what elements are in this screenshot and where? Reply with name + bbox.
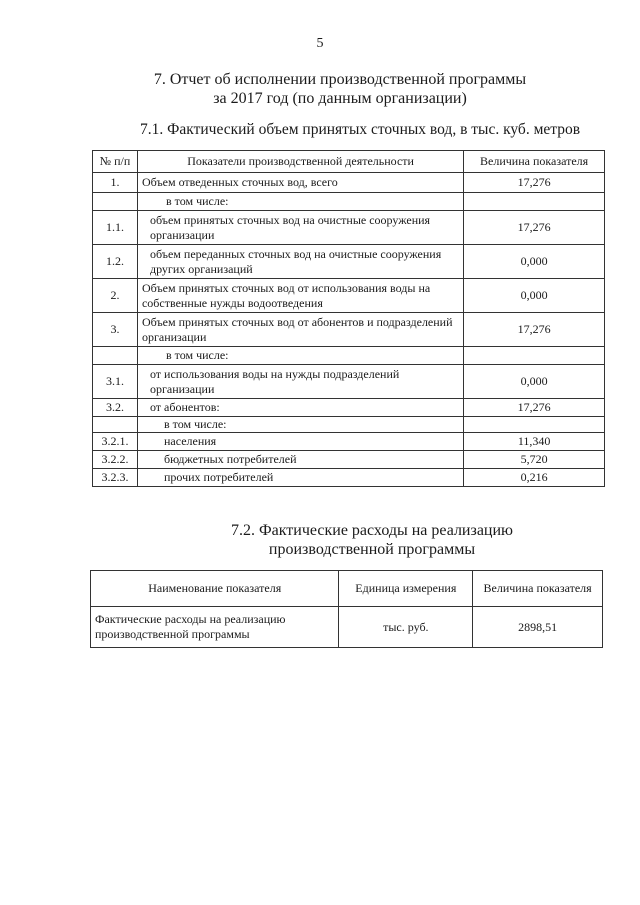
table-row — [93, 279, 605, 313]
expenses-table — [90, 570, 603, 648]
row-value: 17,276 — [464, 211, 605, 245]
table-header-row — [91, 571, 603, 607]
row-value: 17,276 — [464, 399, 605, 417]
row-value: 17,276 — [464, 173, 605, 193]
row-value: 0,000 — [464, 245, 605, 279]
row-number: 3.1. — [93, 365, 138, 399]
section-title-line2: за 2017 год (по данным организации) — [213, 90, 467, 107]
row-label: Объем принятых сточных вод от абонентов и подразделений организации — [137, 313, 463, 347]
table-row — [93, 193, 605, 211]
expense-value: 2898,51 — [473, 607, 603, 648]
row-value: 5,720 — [464, 451, 605, 469]
row-label: населения — [137, 433, 463, 451]
expense-unit: тыс. руб. — [339, 607, 473, 648]
header-name: Наименование показателя — [91, 571, 339, 607]
row-number: 3.2. — [93, 399, 138, 417]
header-number: № п/п — [93, 151, 138, 173]
wastewater-volume-table — [92, 150, 605, 487]
table-row — [91, 607, 603, 648]
row-value: 17,276 — [464, 313, 605, 347]
row-label: в том числе: — [137, 347, 463, 365]
table-row — [93, 469, 605, 487]
table-row — [93, 399, 605, 417]
row-number: 2. — [93, 279, 138, 313]
table-body — [93, 173, 605, 487]
row-label: от использования воды на нужды подразделений организации — [137, 365, 463, 399]
header-value: Величина показателя — [464, 151, 605, 173]
row-number: 1. — [93, 173, 138, 193]
row-label: прочих потребителей — [137, 469, 463, 487]
table-row — [93, 211, 605, 245]
header-indicator: Показатели производственной деятельности — [137, 151, 463, 173]
row-value — [464, 347, 605, 365]
page-number: 5 — [316, 36, 324, 51]
row-value: 11,340 — [464, 433, 605, 451]
row-number — [93, 347, 138, 365]
row-value: 0,000 — [464, 279, 605, 313]
section-title — [20, 70, 640, 108]
table-row — [93, 347, 605, 365]
table-row — [93, 365, 605, 399]
header-unit: Единица измерения — [339, 571, 473, 607]
row-label: Объем отведенных сточных вод, всего — [137, 173, 463, 193]
table-row — [93, 245, 605, 279]
row-label: бюджетных потребителей — [137, 451, 463, 469]
table2-title — [52, 521, 640, 559]
table-row — [93, 433, 605, 451]
table-row — [93, 313, 605, 347]
row-label: Объем принятых сточных вод от использования воды на собственные нужды водоотведения — [137, 279, 463, 313]
row-label: объем переданных сточных вод на очистные сооружения других организаций — [137, 245, 463, 279]
row-value: 0,000 — [464, 365, 605, 399]
row-number: 1.2. — [93, 245, 138, 279]
row-value: 0,216 — [464, 469, 605, 487]
row-label: в том числе: — [137, 193, 463, 211]
section-title-line1: 7. Отчет об исполнении производственной программы — [153, 71, 527, 88]
row-value — [464, 193, 605, 211]
table-row — [93, 173, 605, 193]
row-label: объем принятых сточных вод на очистные сооружения организации — [137, 211, 463, 245]
table-row — [93, 417, 605, 433]
row-label: в том числе: — [137, 417, 463, 433]
table2-title-line1: 7.2. Фактические расходы на реализацию — [230, 522, 513, 539]
table2-title-line2: производственной программы — [268, 541, 476, 558]
expense-name: Фактические расходы на реализацию производственной программы — [91, 607, 339, 648]
table-row — [93, 451, 605, 469]
row-number: 1.1. — [93, 211, 138, 245]
row-number: 3.2.2. — [93, 451, 138, 469]
table1-title: 7.1. Фактический объем принятых сточных вод, в тыс. куб. метров — [140, 121, 581, 138]
row-number — [93, 417, 138, 433]
row-number: 3. — [93, 313, 138, 347]
row-number: 3.2.3. — [93, 469, 138, 487]
table-header-row — [93, 151, 605, 173]
header-value: Величина показателя — [473, 571, 603, 607]
row-number — [93, 193, 138, 211]
row-label: от абонентов: — [137, 399, 463, 417]
row-number: 3.2.1. — [93, 433, 138, 451]
row-value — [464, 417, 605, 433]
